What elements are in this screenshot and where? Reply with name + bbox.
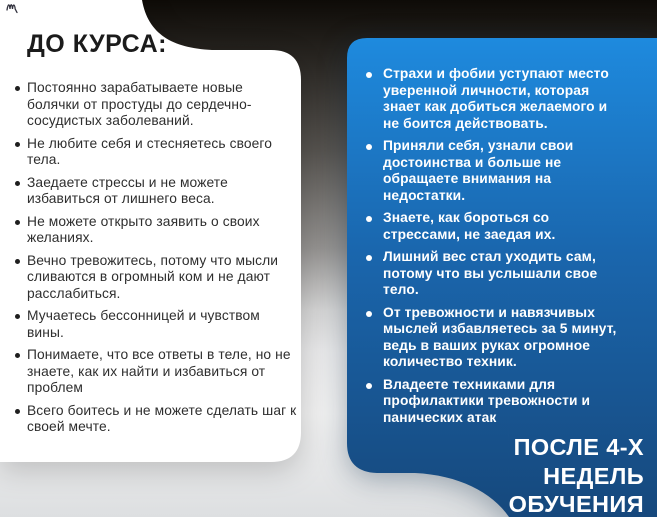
- before-panel-title: ДО КУРСА:: [27, 30, 167, 58]
- list-item: [366, 377, 628, 427]
- list-item-text: Заедаете стрессы и не можете избавиться от лишнего веса.: [27, 174, 228, 206]
- after-panel-title: [509, 433, 644, 517]
- list-item: [15, 403, 297, 436]
- bullet-dot-icon: [15, 181, 20, 186]
- bullet-dot-icon: [15, 220, 20, 225]
- list-item: [15, 175, 297, 208]
- bullet-dot-icon: [366, 383, 372, 389]
- bullet-dot-icon: [15, 409, 20, 414]
- bullet-dot-icon: [15, 314, 20, 319]
- list-item-text: Понимаете, что все ответы в теле, но не знаете, как их найти и избавиться от проблем: [27, 347, 291, 395]
- after-panel-list: [366, 66, 628, 432]
- list-item: [366, 138, 628, 204]
- list-item: [15, 214, 297, 247]
- list-item-text: Не можете открыто заявить о своих желаниях.: [27, 213, 260, 245]
- list-item: [15, 253, 297, 303]
- list-item-text: Вечно тревожитесь, потому что мысли сливаются в огромный ком и не дают расслабиться.: [27, 252, 279, 301]
- after-title-line: ОБУЧЕНИЯ: [508, 491, 644, 517]
- bullet-dot-icon: [366, 216, 372, 222]
- bullet-dot-icon: [366, 255, 372, 261]
- list-item-text: Постоянно зарабатываете новые болячки от простуды до сердечно-сосудистых заболеваний.: [27, 80, 252, 128]
- after-title-line: ПОСЛЕ 4-Х: [513, 434, 644, 460]
- bullet-dot-icon: [15, 259, 20, 264]
- list-item-text: Не любите себя и стесняетесь своего тела.: [27, 135, 273, 167]
- list-item-text: Приняли себя, узнали свои достоинства и больше не обращаете внимания на недостатки.: [383, 138, 574, 203]
- list-item-text: Лишний вес стал уходить сам, потому что вы услышали свое тело.: [383, 249, 598, 297]
- before-panel-list: [15, 80, 297, 442]
- bullet-dot-icon: [366, 144, 372, 150]
- list-item-text: Знаете, как бороться со стрессами, не заедая их.: [383, 210, 556, 242]
- list-item: [15, 136, 297, 169]
- list-item: [366, 249, 628, 299]
- list-item: [15, 80, 297, 130]
- list-item-text: Страхи и фобии уступают место уверенной личности, которая знает как добиться желаемого и не боится действовать.: [383, 66, 609, 131]
- list-item-text: Владеете техниками для профилактики тревожности и панических атак: [383, 376, 591, 425]
- list-item: [366, 66, 628, 132]
- bullet-dot-icon: [15, 353, 20, 358]
- list-item-text: Всего боитесь и не можете сделать шаг к своей мечте.: [27, 402, 297, 434]
- bullet-dot-icon: [366, 72, 372, 78]
- list-item: [15, 347, 297, 397]
- after-title-line: НЕДЕЛЬ: [543, 462, 644, 489]
- list-item: [15, 308, 297, 341]
- bullet-dot-icon: [15, 86, 20, 91]
- bullet-dot-icon: [15, 142, 20, 147]
- cursor-icon: [5, 0, 21, 14]
- list-item-text: Мучаетесь бессонницей и чувством вины.: [27, 308, 260, 340]
- list-item: [366, 305, 628, 371]
- list-item-text: От тревожности и навязчивых мыслей избавляетесь за 5 минут, ведь в ваших руках огромное количество техник.: [383, 304, 617, 369]
- bullet-dot-icon: [366, 311, 372, 317]
- list-item: [366, 210, 628, 243]
